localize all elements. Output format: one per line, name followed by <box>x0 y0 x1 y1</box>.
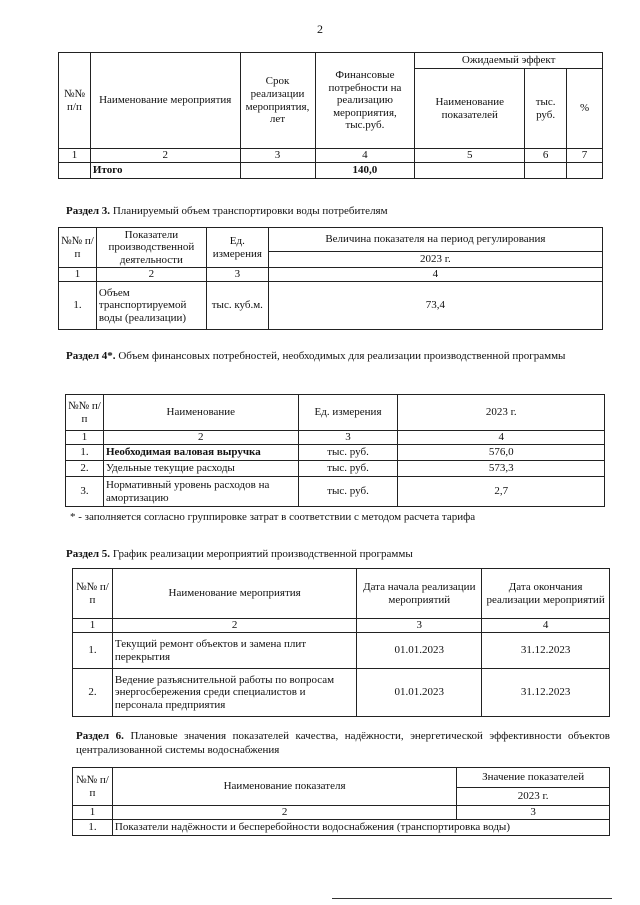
row-value: 2,7 <box>398 477 605 507</box>
col-header-unit: Ед. измерения <box>206 228 268 268</box>
row-unit: тыс. руб. <box>298 477 398 507</box>
table-row <box>73 820 610 836</box>
row-end-date: 31.12.2023 <box>482 633 610 669</box>
section-4-title: Объем финансовых потребностей, необходимых для реализации производственной программы <box>118 350 566 362</box>
col-index: 1 <box>59 268 97 282</box>
total-value: 140,0 <box>315 163 415 179</box>
col-header-num: №№ п/п <box>73 768 113 806</box>
table-row <box>73 669 610 717</box>
row-name: Необходимая валовая выручка <box>103 445 298 461</box>
footnote: * - заполняется согласно группировке затрат в соответствии с методом расчета тарифа <box>70 511 476 523</box>
row-num: 2. <box>66 461 104 477</box>
col-index: 4 <box>482 619 610 633</box>
table-row <box>66 461 605 477</box>
row-unit: тыс. куб.м. <box>206 282 268 330</box>
col-index: 2 <box>90 149 240 163</box>
row-name: Показатели надёжности и бесперебойности водоснабжения (транспортировка воды) <box>112 820 609 836</box>
section-5-label: Раздел 5. <box>66 548 111 560</box>
row-start-date: 01.01.2023 <box>357 669 482 717</box>
water-volume-table <box>58 227 603 330</box>
col-header-percent: % <box>567 69 603 149</box>
row-num: 1. <box>73 633 113 669</box>
col-header-indicator-name: Наименование показателей <box>415 69 525 149</box>
col-header-num: №№ п/п <box>66 395 104 431</box>
section-5-title: График реализации мероприятий производственной программы <box>112 548 413 560</box>
table-row <box>73 633 610 669</box>
col-header-num: №№ п/п <box>73 569 113 619</box>
page-number: 2 <box>317 22 323 36</box>
col-index: 3 <box>240 149 315 163</box>
col-index: 3 <box>457 806 610 820</box>
section-4-label: Раздел 4*. <box>66 350 116 362</box>
section-4-heading <box>66 350 606 364</box>
col-header-num: №№ п/п <box>59 228 97 268</box>
col-header-num: №№ п/п <box>59 53 91 149</box>
row-start-date: 01.01.2023 <box>357 633 482 669</box>
row-name: Текущий ремонт объектов и замена плит перекрытия <box>112 633 356 669</box>
col-header-thousand-rub: тыс. руб. <box>525 69 567 149</box>
col-header-measure-name: Наименование мероприятия <box>112 569 356 619</box>
row-num: 1. <box>59 282 97 330</box>
col-header-name: Наименование <box>103 395 298 431</box>
col-index: 1 <box>73 806 113 820</box>
col-index: 2 <box>96 268 206 282</box>
row-name: Удельные текущие расходы <box>103 461 298 477</box>
bottom-rule <box>332 898 612 899</box>
row-num: 1. <box>73 820 113 836</box>
col-header-start-date: Дата начала реализации мероприятий <box>357 569 482 619</box>
row-unit: тыс. руб. <box>298 461 398 477</box>
section-3-title: Планируемый объем транспортировки воды потребителям <box>112 205 388 217</box>
section-5-heading <box>66 548 413 562</box>
col-header-expected-effect: Ожидаемый эффект <box>415 53 603 69</box>
col-index: 2 <box>112 619 356 633</box>
table-row <box>66 477 605 507</box>
section-6-label: Раздел 6. <box>76 730 124 742</box>
col-index: 1 <box>73 619 113 633</box>
col-index: 7 <box>567 149 603 163</box>
col-header-year: 2023 г. <box>268 252 602 268</box>
col-header-value: Величина показателя на период регулирования <box>268 228 602 252</box>
section-6-heading <box>76 730 610 758</box>
financial-needs-table <box>65 394 605 507</box>
row-name: Объем транспортируемой воды (реализации) <box>96 282 206 330</box>
measures-table <box>58 52 603 179</box>
table-row <box>66 445 605 461</box>
total-label: Итого <box>90 163 240 179</box>
row-value: 576,0 <box>398 445 605 461</box>
row-end-date: 31.12.2023 <box>482 669 610 717</box>
col-header-term: Срок реализации мероприятия, лет <box>240 53 315 149</box>
col-index: 4 <box>398 431 605 445</box>
col-index: 5 <box>415 149 525 163</box>
section-3-label: Раздел 3. <box>66 205 111 217</box>
col-index: 2 <box>103 431 298 445</box>
row-name: Ведение разъяснительной работы по вопросам энергосбережения среди специалистов и персонала предприятия <box>112 669 356 717</box>
col-header-value: Значение показателей <box>457 768 610 788</box>
col-header-year: 2023 г. <box>398 395 605 431</box>
col-header-financial-needs: Финансовые потребности на реализацию мероприятия, тыс.руб. <box>315 53 415 149</box>
table-row <box>59 282 603 330</box>
col-header-indicator: Показатели производственной деятельности <box>96 228 206 268</box>
row-name: Нормативный уровень расходов на амортизацию <box>103 477 298 507</box>
col-index: 1 <box>66 431 104 445</box>
col-header-unit: Ед. измерения <box>298 395 398 431</box>
col-index: 3 <box>357 619 482 633</box>
schedule-table <box>72 568 610 717</box>
row-num: 3. <box>66 477 104 507</box>
col-header-indicator-name: Наименование показателя <box>112 768 456 806</box>
col-index: 3 <box>298 431 398 445</box>
col-header-measure-name: Наименование мероприятия <box>90 53 240 149</box>
col-index: 3 <box>206 268 268 282</box>
col-index: 6 <box>525 149 567 163</box>
row-unit: тыс. руб. <box>298 445 398 461</box>
col-index: 4 <box>315 149 415 163</box>
quality-indicators-table <box>72 767 610 836</box>
row-num: 1. <box>66 445 104 461</box>
col-index: 4 <box>268 268 602 282</box>
row-value: 573,3 <box>398 461 605 477</box>
row-num: 2. <box>73 669 113 717</box>
col-index: 1 <box>59 149 91 163</box>
col-index: 2 <box>112 806 456 820</box>
col-header-year: 2023 г. <box>457 788 610 806</box>
section-6-title: Плановые значения показателей качества, надёжности, энергетической эффективности объектов централизованной системы водоснабжения <box>76 730 610 756</box>
col-header-end-date: Дата окончания реализации мероприятий <box>482 569 610 619</box>
section-3-heading <box>66 205 388 219</box>
row-value: 73,4 <box>268 282 602 330</box>
